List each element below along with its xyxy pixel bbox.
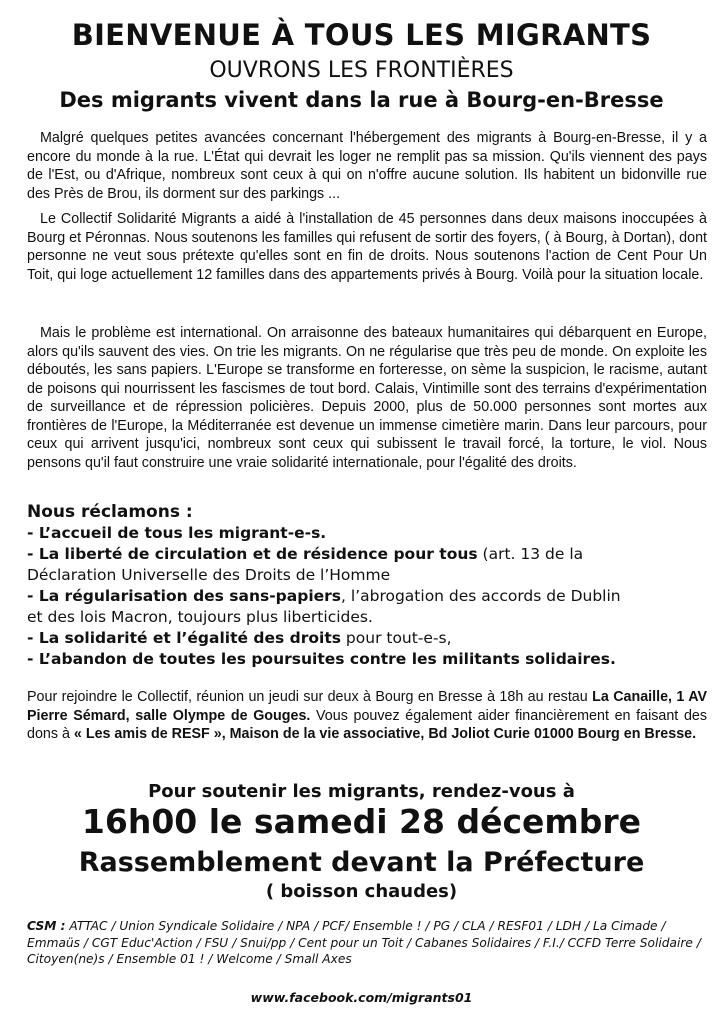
- claim-item: [27, 628, 717, 649]
- supporters-list: [27, 918, 707, 968]
- claim-item-continuation: Déclaration Universelle des Droits de l’Homme: [27, 566, 391, 584]
- flyer-headline: Des migrants vivent dans la rue à Bourg-en-Bresse: [59, 88, 664, 112]
- claim-item: [27, 586, 717, 607]
- claim-detail: (art. 13 de la: [477, 545, 584, 563]
- supporters-members: ATTAC / Union Syndicale Solidaire / NPA / PCF/ Ensemble ! / PG / CLA / RESF01 / LDH / La Cimade / Emmaüs / CGT Educ'Action / FSU / Snui/pp / Cent pour un Toit / Cabanes Solidaires / F.I./ CCFD Terre Solidaire / Citoyen(ne)s / Ensemble 01 ! / Welcome / Small Axes: [27, 919, 701, 966]
- claim-detail: pour tout-e-s,: [341, 629, 452, 647]
- claim-item-continuation: et des lois Macron, toujours plus liberticides.: [27, 608, 373, 626]
- claims-section: [27, 502, 717, 670]
- event-datetime: 16h00 le samedi 28 décembre: [81, 802, 642, 841]
- call-intro: Pour soutenir les migrants, rendez-vous à: [148, 781, 575, 802]
- paragraph-collectif-actions: Le Collectif Solidarité Migrants a aidé à l'installation de 45 personnes dans deux maisons inoccupées à Bourg et Péronnas. Nous soutenons les familles qui refusent de sortir des foyers, ( à Bourg, à Dortan), dont personne ne veut sous prétexte qu'elles sont en fin de droits. Nous soutenons l'action de Cent Pour Un Toit, qui loge actuellement 12 familles dans des appartements privés à Bourg. Voilà pour la situation locale.: [27, 211, 707, 283]
- join-info: [27, 688, 707, 744]
- claim-detail: , l’abrogation des accords de Dublin: [341, 587, 621, 605]
- supporters-label: CSM :: [27, 919, 66, 933]
- claim-text: - La solidarité et l’égalité des droits: [27, 629, 341, 647]
- donation-address: « Les amis de RESF », Maison de la vie associative, Bd Joliot Curie 01000 Bourg en Bresse.: [73, 726, 697, 742]
- claim-text: - La liberté de circulation et de résidence pour tous: [27, 545, 478, 563]
- flyer-title: BIENVENUE À TOUS LES MIGRANTS: [71, 18, 652, 52]
- paragraph-local-situation: Malgré quelques petites avancées concernant l'hébergement des migrants à Bourg-en-Bresse, il y a encore du monde à la rue. L'État qui devrait les loger ne remplit pas sa mission. Qu'ils viennent des pays de l'Est, ou d'Afrique, nombreux sont ceux à qui on n'offre aucune solution. Ils habitent un bidonville rue des Près de Brou, ils dorment sur des parkings ...: [27, 130, 707, 202]
- claim-text: - L’accueil de tous les migrant-e-s.: [27, 524, 327, 542]
- paragraph-international: Mais le problème est international. On arraisonne des bateaux humanitaires qui débarquent en Europe, alors qu'ils sauvent des vies. On trie les migrants. On ne régularise que très peu de monde. On exploite les déboutés, les sans papiers. L'Europe se transforme en forteresse, on sème la suspicion, le racisme, autant de poisons qui nourrissent les fascismes de tout bord. Calais, Vintimille sont des terrains d'expérimentation de surveillance et de répression policières. Depuis 2000, plus de 50.000 personnes sont mortes aux frontières de l'Europe, la Méditerranée est devenue un immense cimetière marin. Dans leur parcours, pour ceux qui arrivent jusqu'ici, nombreux sont ceux qui subissent le travail forcé, la torture, le viol. Nous pensons qu'il faut construire une vraie solidarité internationale, pour l'égalité des droits.: [27, 325, 707, 471]
- meeting-place: La Canaille, 1 AV Pierre Sémard, salle Olympe de Gouges.: [27, 689, 707, 724]
- claims-heading: Nous réclamons :: [27, 502, 193, 522]
- claim-text: - L’abandon de toutes les poursuites contre les militants solidaires.: [27, 650, 616, 668]
- event-location: Rassemblement devant la Préfecture: [78, 847, 645, 878]
- claim-text: - La régularisation des sans-papiers: [27, 587, 342, 605]
- website-link[interactable]: www.facebook.com/migrants01: [250, 990, 473, 1005]
- claim-item: [27, 544, 717, 565]
- join-text-donations: Vous pouvez également aider financièrement en faisant des dons à: [27, 707, 707, 742]
- claim-item: [27, 523, 717, 544]
- event-note: ( boisson chaudes): [265, 881, 458, 902]
- flyer-subtitle: OUVRONS LES FRONTIÈRES: [209, 58, 514, 83]
- join-text: Pour rejoindre le Collectif, réunion un jeudi sur deux à Bourg en Bresse à 18h au restau: [27, 689, 593, 705]
- claim-item: [27, 649, 717, 670]
